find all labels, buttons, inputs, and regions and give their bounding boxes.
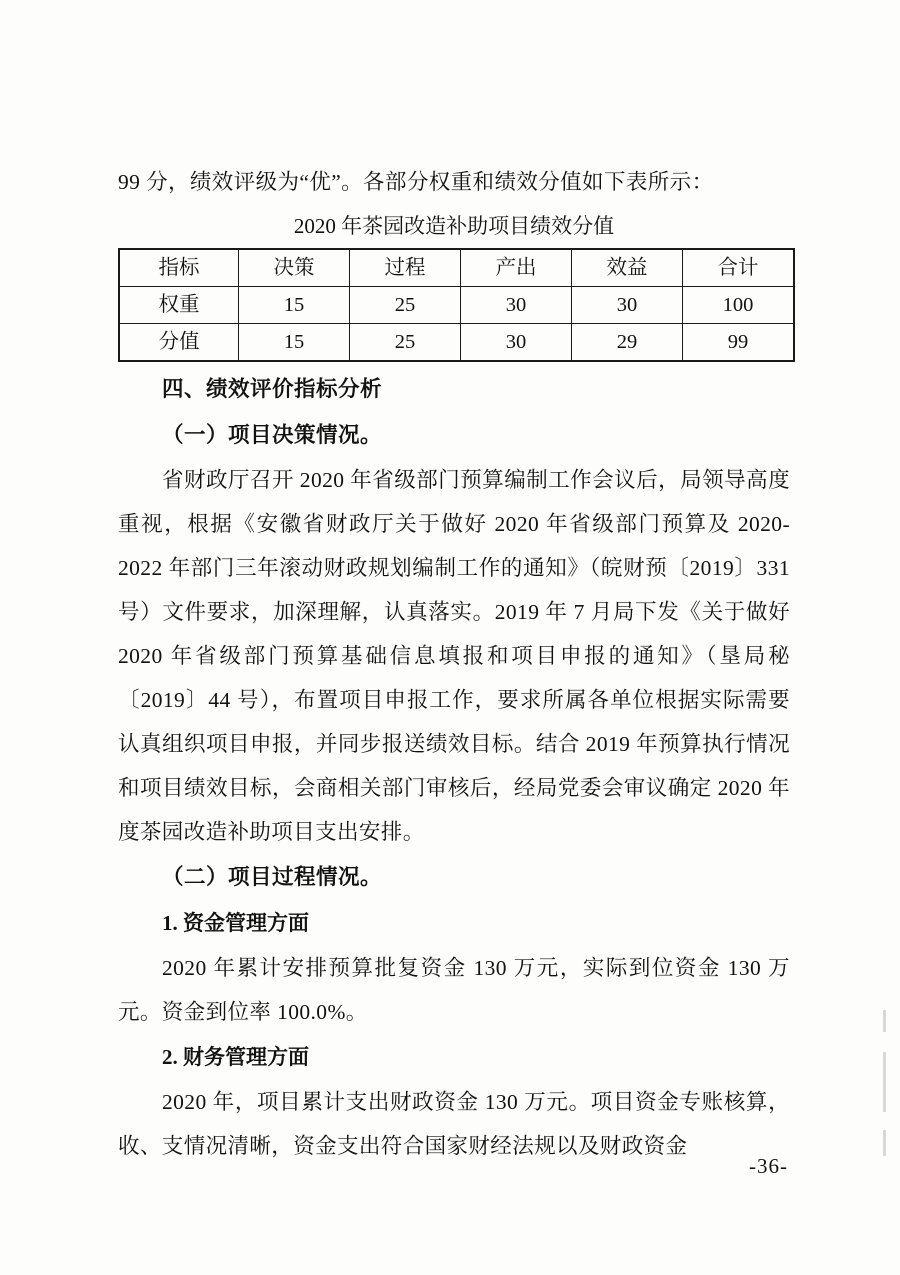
table-row <box>119 324 794 362</box>
table-row <box>119 287 794 324</box>
paragraph-1: 省财政厅召开 2020 年省级部门预算编制工作会议后，局领导高度重视，根据《安徽省财政厅关于做好 2020 年省级部门预算及 2020-2022 年部门三年滚动财政规划编制工作的通知》（皖财预〔2019〕331 号）文件要求，加深理解，认真落实。2019 年 7 月局下发《关于做好 2020 年省级部门预算基础信息填报和项目申报的通知》（垦局秘〔2019〕44 号），布置项目申报工作，要求所属各单位根据实际需要认真组织项目申报，并同步报送绩效目标。结合 2019 年预算执行情况和项目绩效目标，会商相关部门审核后，经局党委会审议确定 2020 年度茶园改造补助项目支出安排。 <box>118 468 790 844</box>
table-cell: 25 <box>350 324 461 362</box>
page-number: -36- <box>749 1154 788 1178</box>
table-header-row <box>119 249 794 287</box>
table-cell: 30 <box>461 324 572 362</box>
subsection-heading-1: （一）项目决策情况。 <box>162 423 383 447</box>
edge-mark <box>883 1052 886 1112</box>
table-cell: 99 <box>683 324 795 362</box>
table-cell: 权重 <box>119 287 239 324</box>
table-header-cell: 产出 <box>461 249 572 287</box>
edge-mark <box>883 1010 886 1032</box>
item-1-title: 1. 资金管理方面 <box>162 911 309 935</box>
table-cell: 30 <box>461 287 572 324</box>
section-heading: 四、绩效评价指标分析 <box>162 377 383 401</box>
table-header-cell: 合计 <box>683 249 795 287</box>
table-cell: 30 <box>572 287 683 324</box>
table-cell: 15 <box>239 287 350 324</box>
item-2-title: 2. 财务管理方面 <box>162 1045 309 1069</box>
paragraph-2: 2020 年累计安排预算批复资金 130 万元，实际到位资金 130 万元。资金到位率 100.0%。 <box>118 956 790 1024</box>
table-title: 2020 年茶园改造补助项目绩效分值 <box>293 214 615 238</box>
table-header-cell: 效益 <box>572 249 683 287</box>
table-cell: 100 <box>683 287 795 324</box>
table-header-cell: 决策 <box>239 249 350 287</box>
performance-score-table <box>118 248 795 362</box>
top-paragraph: 99 分，绩效评级为“优”。各部分权重和绩效分值如下表所示： <box>118 170 714 194</box>
edge-mark <box>883 1130 886 1156</box>
table-cell: 分值 <box>119 324 239 362</box>
table-cell: 25 <box>350 287 461 324</box>
table-header-cell: 过程 <box>350 249 461 287</box>
subsection-heading-2: （二）项目过程情况。 <box>162 865 383 889</box>
paragraph-3: 2020 年，项目累计支出财政资金 130 万元。项目资金专账核算，收、支情况清晰，资金支出符合国家财经法规以及财政资金 <box>118 1090 790 1158</box>
page-content <box>118 160 790 1168</box>
table-header-cell: 指标 <box>119 249 239 287</box>
table-cell: 29 <box>572 324 683 362</box>
table-cell: 15 <box>239 324 350 362</box>
